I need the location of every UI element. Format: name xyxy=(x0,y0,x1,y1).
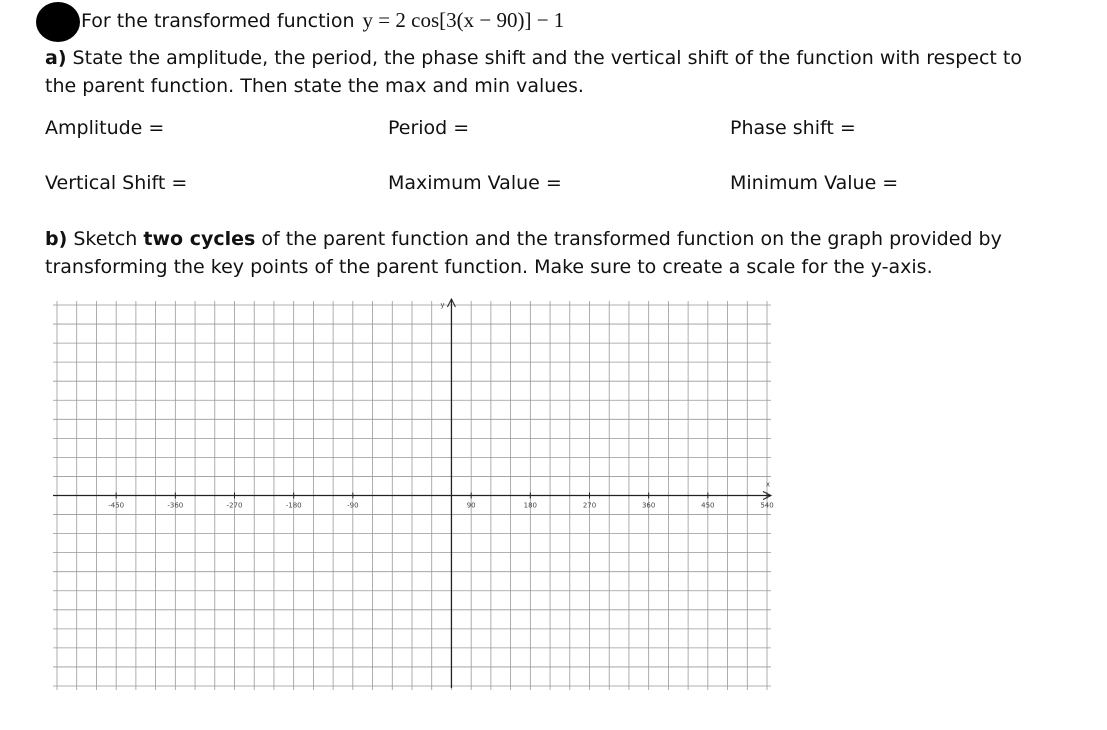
function-equation: y = 2 cos[3(x − 90)] − 1 xyxy=(362,8,565,32)
vertical-shift-field: Vertical Shift = xyxy=(45,172,188,194)
part-a-text: State the amplitude, the period, the phase shift and the vertical shift of the function with respect to the parent function. Then state the max and min values. xyxy=(45,47,1022,97)
period-field: Period = xyxy=(388,117,470,139)
x-tick-label: 450 xyxy=(701,501,715,510)
part-b-label: b) xyxy=(45,228,68,250)
x-tick-label: -360 xyxy=(167,501,184,510)
x-tick-label: 360 xyxy=(641,501,656,510)
part-b-text-start: Sketch xyxy=(67,228,144,250)
x-tick-label: -450 xyxy=(108,501,125,510)
minimum-value-field: Minimum Value = xyxy=(730,172,899,194)
part-b-text-end: of the parent function and the transformed function on the graph provided by transforming the key points of the parent function. Make sure to create a scale for the y-axis. xyxy=(45,228,1002,278)
part-a-label: a) xyxy=(45,47,67,69)
x-tick-label: 90 xyxy=(466,501,476,510)
amplitude-field: Amplitude = xyxy=(45,117,165,139)
x-tick-label: 180 xyxy=(523,501,538,510)
x-tick-label: 540 xyxy=(760,501,774,510)
part-b-bold-phrase: two cycles xyxy=(143,228,256,250)
y-axis-label: y xyxy=(440,301,445,309)
maximum-value-field: Maximum Value = xyxy=(388,172,562,194)
x-tick-label: -90 xyxy=(347,501,359,510)
x-tick-label: 270 xyxy=(582,501,597,510)
x-axis-label: x xyxy=(765,480,771,489)
x-tick-label: -270 xyxy=(226,501,243,510)
tick-labels xyxy=(108,301,773,510)
header-intro: For the transformed function xyxy=(81,10,355,32)
x-tick-label: -180 xyxy=(285,501,302,510)
phase-shift-field: Phase shift = xyxy=(730,117,856,139)
